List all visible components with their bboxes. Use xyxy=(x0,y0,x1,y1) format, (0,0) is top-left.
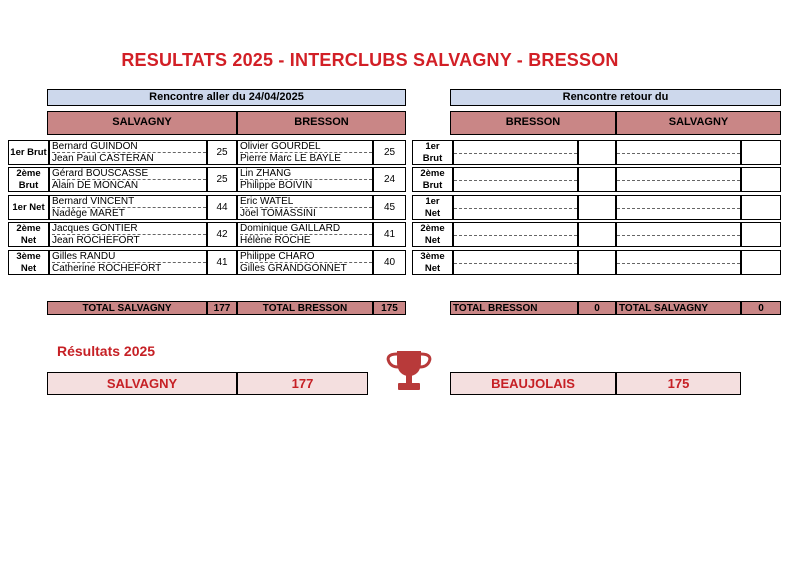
player-name: Bernard GUINDON xyxy=(52,141,206,153)
retour-left-score xyxy=(578,195,616,220)
row-label-line1: 2ème xyxy=(420,167,445,179)
retour-left-score xyxy=(578,140,616,165)
retour-left-players xyxy=(453,140,578,165)
retour-left-players xyxy=(453,167,578,192)
player-name: Dominique GAILLARD xyxy=(240,223,372,235)
aller-row-label xyxy=(8,140,49,165)
aller-right-players xyxy=(237,195,373,220)
row-label-line1: 1er Brut xyxy=(10,146,47,158)
aller-header: Rencontre aller du 24/04/2025 xyxy=(47,89,406,106)
retour-total-right-value: 0 xyxy=(741,301,781,315)
row-label-line1: 3ème xyxy=(16,250,41,262)
player-name: Nadège MARET xyxy=(52,208,125,219)
retour-header: Rencontre retour du xyxy=(450,89,781,106)
player-name: Catherine ROCHEFORT xyxy=(52,263,162,274)
aller-row-label xyxy=(8,250,49,275)
retour-team-left: BRESSON xyxy=(450,111,616,135)
retour-right-players xyxy=(616,250,741,275)
retour-right-players xyxy=(616,222,741,247)
retour-left-score xyxy=(578,222,616,247)
aller-right-score: 45 xyxy=(373,195,406,220)
row-label-line2: Net xyxy=(20,262,37,274)
row-label-line2: Brut xyxy=(422,179,443,191)
player-name: Philippe CHARO xyxy=(240,251,372,263)
retour-left-players xyxy=(453,195,578,220)
aller-total-left-label: TOTAL SALVAGNY xyxy=(47,301,207,315)
aller-left-players xyxy=(49,222,207,247)
player-name: Jean Paul CASTERAN xyxy=(52,153,154,164)
player-name: Hélène ROCHE xyxy=(240,235,311,246)
player-name: Lin ZHANG xyxy=(240,168,372,180)
aller-left-score: 41 xyxy=(207,250,237,275)
player-name: Gilles GRANDGONNET xyxy=(240,263,347,274)
retour-left-players xyxy=(453,250,578,275)
aller-right-score: 40 xyxy=(373,250,406,275)
aller-row-label xyxy=(8,222,49,247)
aller-right-score: 41 xyxy=(373,222,406,247)
retour-total-right-label: TOTAL SALVAGNY xyxy=(616,301,741,315)
results-team1: SALVAGNY xyxy=(47,372,237,395)
retour-left-players xyxy=(453,222,578,247)
aller-team-left: SALVAGNY xyxy=(47,111,237,135)
row-label-line2: Brut xyxy=(18,179,39,191)
player-name: Eric WATEL xyxy=(240,196,372,208)
row-label-line1: 1er xyxy=(425,140,440,152)
row-label-line2: Net xyxy=(424,262,441,274)
retour-right-score xyxy=(741,140,781,165)
retour-row-label xyxy=(412,167,453,192)
aller-right-players xyxy=(237,140,373,165)
player-name: Gérard BOUSCASSE xyxy=(52,168,206,180)
trophy-icon xyxy=(384,348,434,394)
retour-right-players xyxy=(616,167,741,192)
row-label-line1: 2ème xyxy=(420,222,445,234)
row-label-line1: 2ème xyxy=(16,167,41,179)
retour-right-score xyxy=(741,250,781,275)
aller-left-players xyxy=(49,250,207,275)
results-score1: 177 xyxy=(237,372,368,395)
row-label-line2: Net xyxy=(424,234,441,246)
aller-total-right-value: 175 xyxy=(373,301,406,315)
player-name: Olivier GOURDEL xyxy=(240,141,372,153)
row-label-line2: Brut xyxy=(422,152,443,164)
results-heading: Résultats 2025 xyxy=(57,343,156,359)
player-name: Philippe BOIVIN xyxy=(240,180,313,191)
retour-row-label xyxy=(412,250,453,275)
retour-right-players xyxy=(616,195,741,220)
aller-right-players xyxy=(237,167,373,192)
player-name: Bernard VINCENT xyxy=(52,196,206,208)
results-team2: BEAUJOLAIS xyxy=(450,372,616,395)
retour-right-score xyxy=(741,195,781,220)
row-label-line1: 1er Net xyxy=(12,201,45,213)
aller-total-right-label: TOTAL BRESSON xyxy=(237,301,373,315)
aller-left-players xyxy=(49,167,207,192)
aller-right-players xyxy=(237,222,373,247)
aller-row-label xyxy=(8,167,49,192)
aller-left-score: 44 xyxy=(207,195,237,220)
results-score2: 175 xyxy=(616,372,741,395)
player-name: Jean ROCHEFORT xyxy=(52,235,140,246)
aller-right-players xyxy=(237,250,373,275)
retour-row-label xyxy=(412,140,453,165)
player-name: Jacques GONTIER xyxy=(52,223,206,235)
aller-left-players xyxy=(49,140,207,165)
aller-right-score: 25 xyxy=(373,140,406,165)
aller-total-left-value: 177 xyxy=(207,301,237,315)
aller-left-score: 42 xyxy=(207,222,237,247)
retour-row-label xyxy=(412,222,453,247)
player-name: Pierre Marc LE BAYLE xyxy=(240,153,341,164)
player-name: Gilles RANDU xyxy=(52,251,206,263)
page-title: RESULTATS 2025 - INTERCLUBS SALVAGNY - BRESSON xyxy=(121,50,619,70)
row-label-line2: Net xyxy=(20,234,37,246)
retour-team-right: SALVAGNY xyxy=(616,111,781,135)
retour-left-score xyxy=(578,167,616,192)
player-name: Jöel TOMASSINI xyxy=(240,208,316,219)
aller-row-label xyxy=(8,195,49,220)
retour-left-score xyxy=(578,250,616,275)
aller-left-players xyxy=(49,195,207,220)
aller-right-score: 24 xyxy=(373,167,406,192)
row-label-line1: 1er xyxy=(425,195,440,207)
player-name: Alain DE MONCAN xyxy=(52,180,139,191)
retour-right-score xyxy=(741,222,781,247)
aller-left-score: 25 xyxy=(207,167,237,192)
aller-left-score: 25 xyxy=(207,140,237,165)
retour-row-label xyxy=(412,195,453,220)
aller-team-right: BRESSON xyxy=(237,111,406,135)
row-label-line2: Net xyxy=(424,207,441,219)
retour-total-left-value: 0 xyxy=(578,301,616,315)
retour-right-players xyxy=(616,140,741,165)
retour-right-score xyxy=(741,167,781,192)
retour-total-left-label: TOTAL BRESSON xyxy=(450,301,578,315)
row-label-line1: 3ème xyxy=(420,250,445,262)
row-label-line1: 2ème xyxy=(16,222,41,234)
